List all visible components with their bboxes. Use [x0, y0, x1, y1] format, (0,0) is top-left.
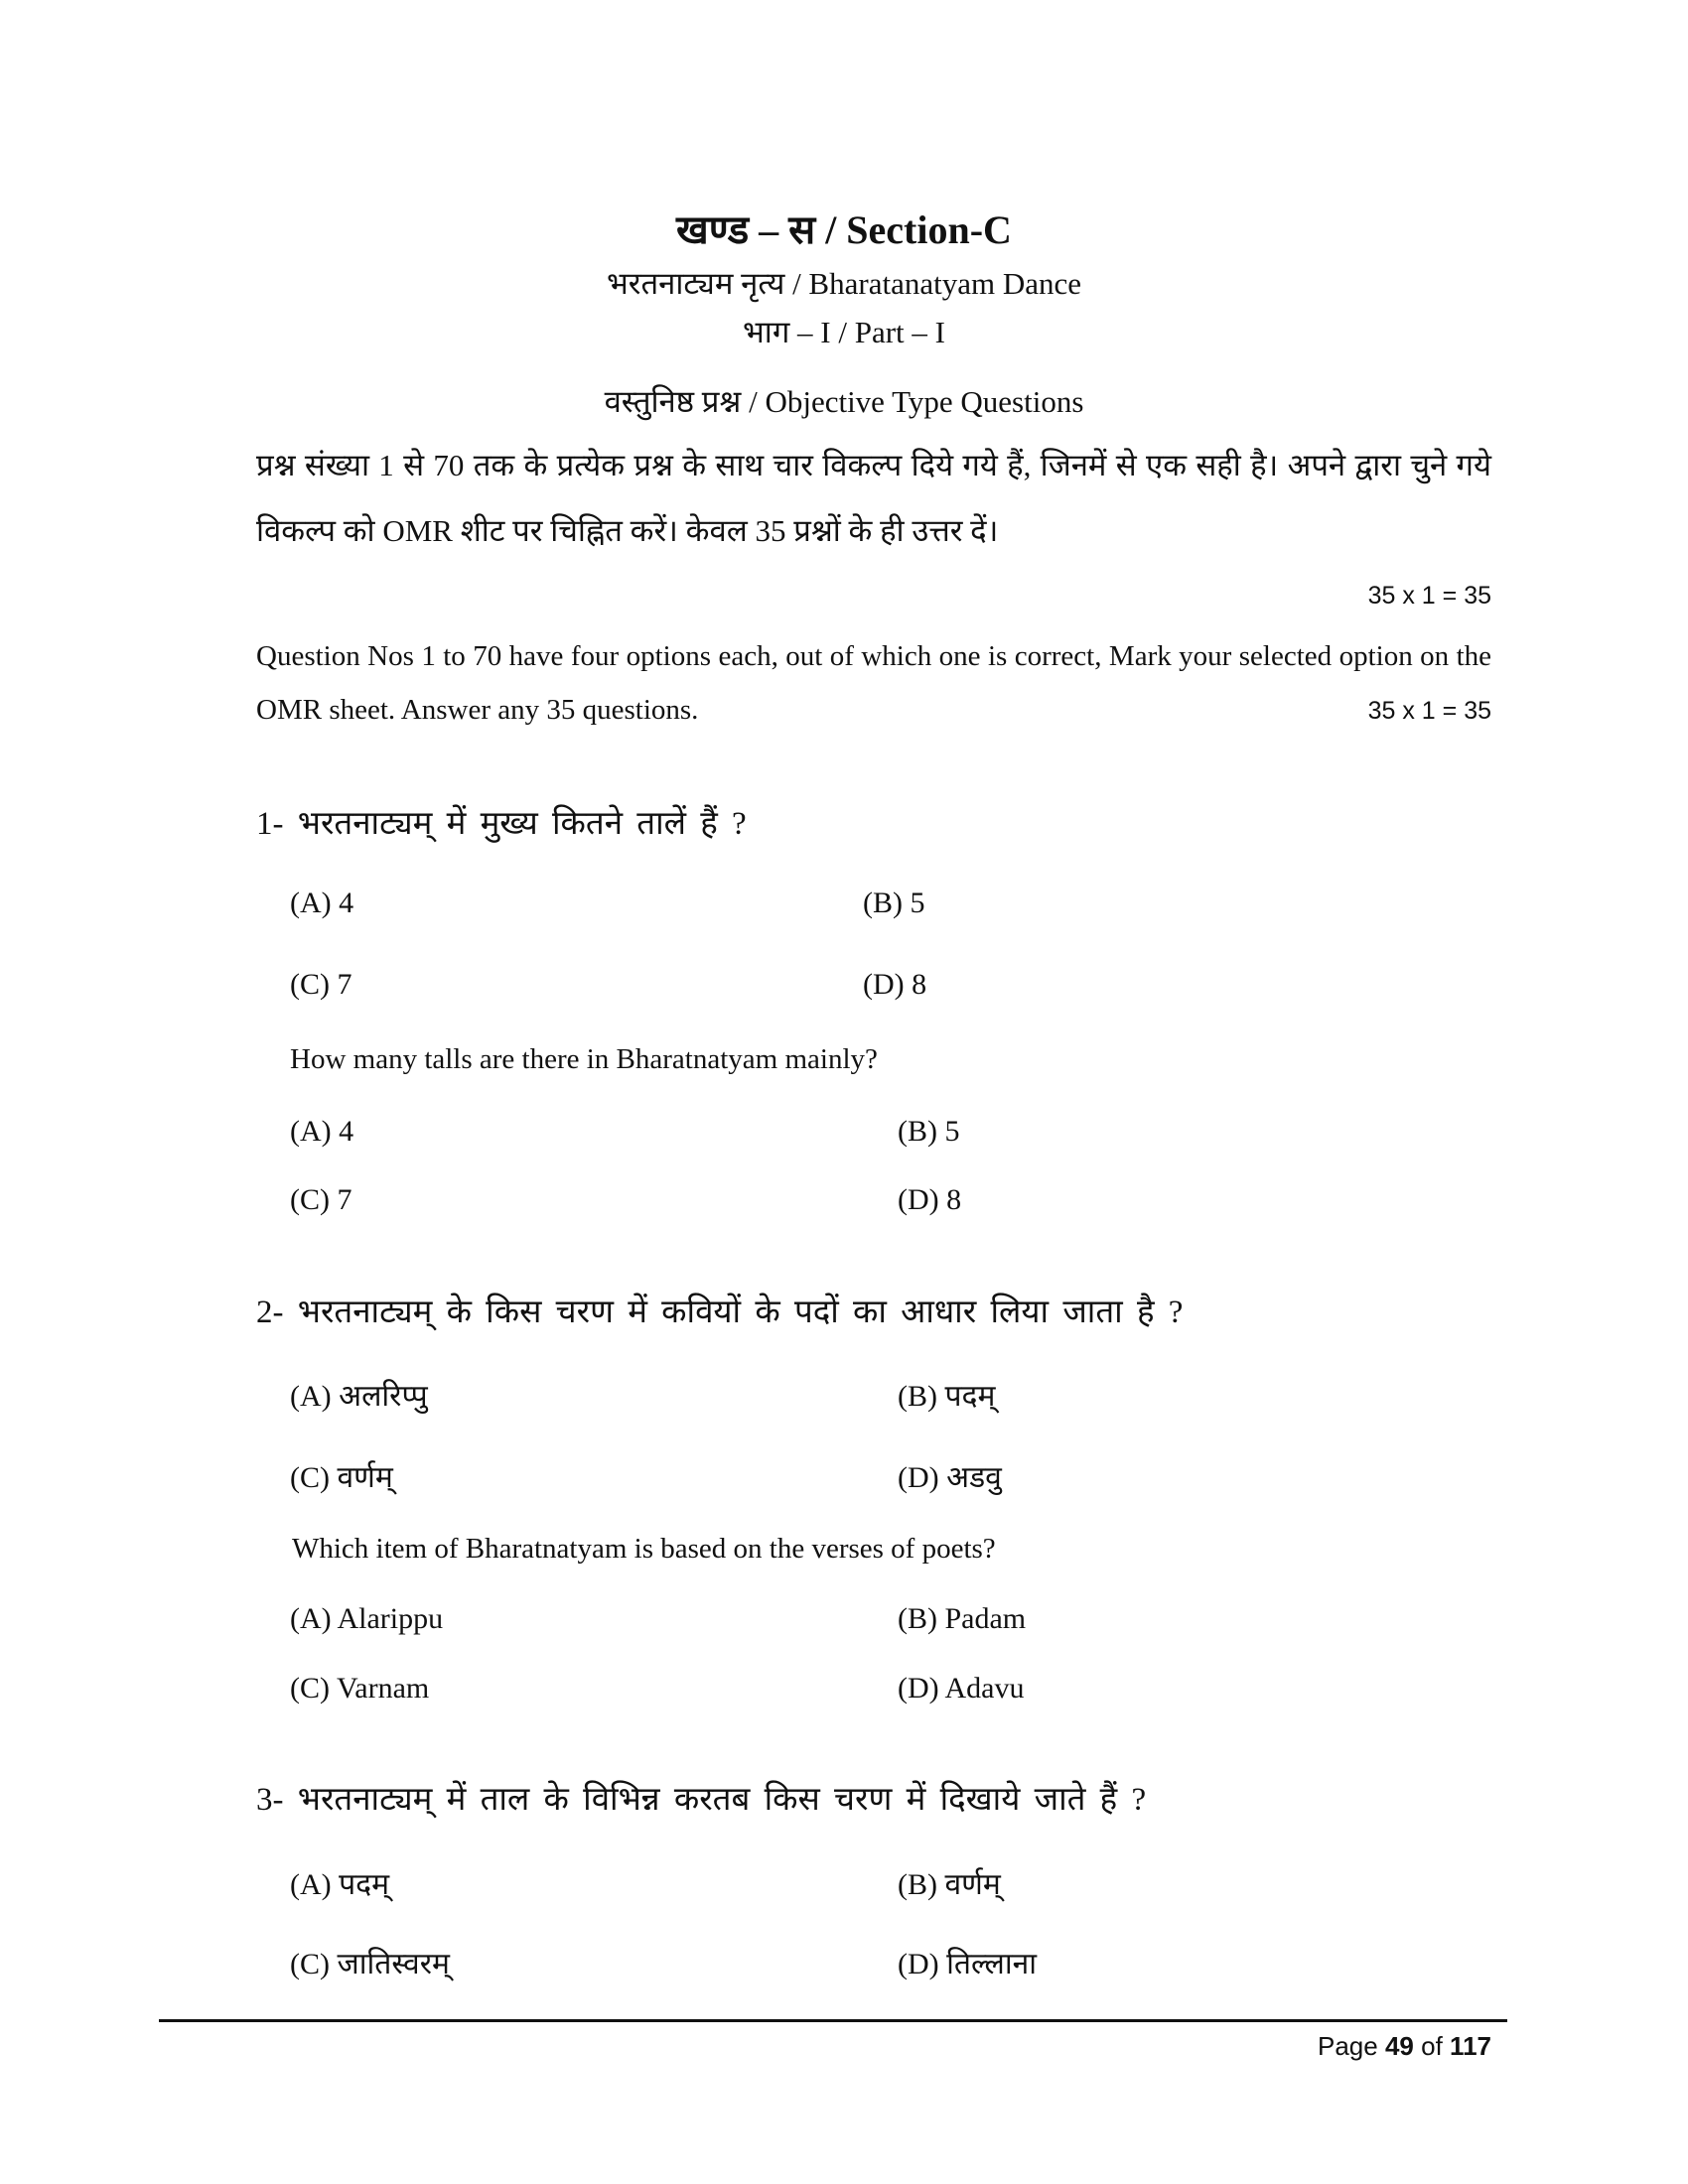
instructions-hindi: प्रश्न संख्या 1 से 70 तक के प्रत्येक प्रश्न के साथ चार विकल्प दिये गये हैं, जिनमें से एक सही है। अपने द्वारा चुने गये विकल्प को OMR शीट पर चिह्नित करें। केवल 35 प्रश्नों के ही उत्तर दें।: [256, 448, 1491, 548]
question-3-hindi-option-a: (A) पदम्: [290, 1868, 390, 1901]
question-1-hindi-option-d: (D) 8: [863, 968, 927, 1001]
question-1-english-option-a: (A) 4: [290, 1115, 354, 1148]
marks-english: 35 x 1 = 35: [1367, 697, 1491, 725]
question-2-english-option-d: (D) Adavu: [898, 1672, 1025, 1705]
marks-hindi: 35 x 1 = 35: [1367, 582, 1491, 610]
page-footer: [1318, 2031, 1491, 2062]
section-heading: खण्ड – स / Section-C: [676, 207, 1012, 252]
page-label: Page: [1318, 2031, 1378, 2061]
footer-divider: [159, 2019, 1507, 2022]
instructions-english: Question Nos 1 to 70 have four options each, out of which one is correct, Mark your selected option on the OMR sheet. Answer any 35 questions.: [256, 640, 1491, 726]
page-number: 49: [1384, 2031, 1414, 2061]
subject-heading: भरतनाट्यम नृत्य / Bharatanatyam Dance: [607, 266, 1081, 301]
question-1-english: How many talls are there in Bharatnatyam mainly?: [290, 1043, 878, 1075]
question-3-hindi-option-d: (D) तिल्लाना: [898, 1948, 1038, 1980]
question-1-english-option-b: (B) 5: [898, 1115, 960, 1148]
question-2-hindi-option-c: (C) वर्णम्: [290, 1461, 393, 1494]
question-1-english-option-d: (D) 8: [898, 1183, 962, 1216]
question-2-hindi-option-b: (B) पदम्: [898, 1380, 996, 1413]
question-2-english-option-a: (A) Alarippu: [290, 1602, 444, 1635]
total-pages: 117: [1450, 2031, 1491, 2061]
question-2-hindi-option-d: (D) अडवु: [898, 1461, 1002, 1494]
question-1-hindi-option-c: (C) 7: [290, 968, 352, 1001]
question-1-hindi-option-b: (B) 5: [863, 887, 925, 919]
question-2-hindi: 2- भरतनाट्यम् के किस चरण में कवियों के पदों का आधार लिया जाता है ?: [256, 1295, 1184, 1330]
question-type-heading: वस्तुनिष्ठ प्रश्न / Objective Type Questions: [604, 384, 1084, 419]
question-3-hindi: 3- भरतनाट्यम् में ताल के विभिन्न करतब किस चरण में दिखाये जाते हैं ?: [256, 1782, 1147, 1818]
question-1-hindi: 1- भरतनाट्यम् में मुख्य कितने तालें हैं ?: [256, 806, 747, 842]
question-3-hindi-option-b: (B) वर्णम्: [898, 1868, 1001, 1901]
question-2-english: Which item of Bharatnatyam is based on the verses of poets?: [292, 1533, 996, 1565]
question-2-hindi-option-a: (A) अलरिप्पु: [290, 1380, 428, 1413]
question-1-english-option-c: (C) 7: [290, 1183, 352, 1216]
question-3-hindi-option-c: (C) जातिस्वरम्: [290, 1948, 450, 1980]
question-2-english-option-b: (B) Padam: [898, 1602, 1027, 1635]
of-label: of: [1421, 2031, 1443, 2061]
question-1-hindi-option-a: (A) 4: [290, 887, 354, 919]
part-heading: भाग – I / Part – I: [743, 315, 945, 349]
question-2-english-option-c: (C) Varnam: [290, 1672, 430, 1705]
